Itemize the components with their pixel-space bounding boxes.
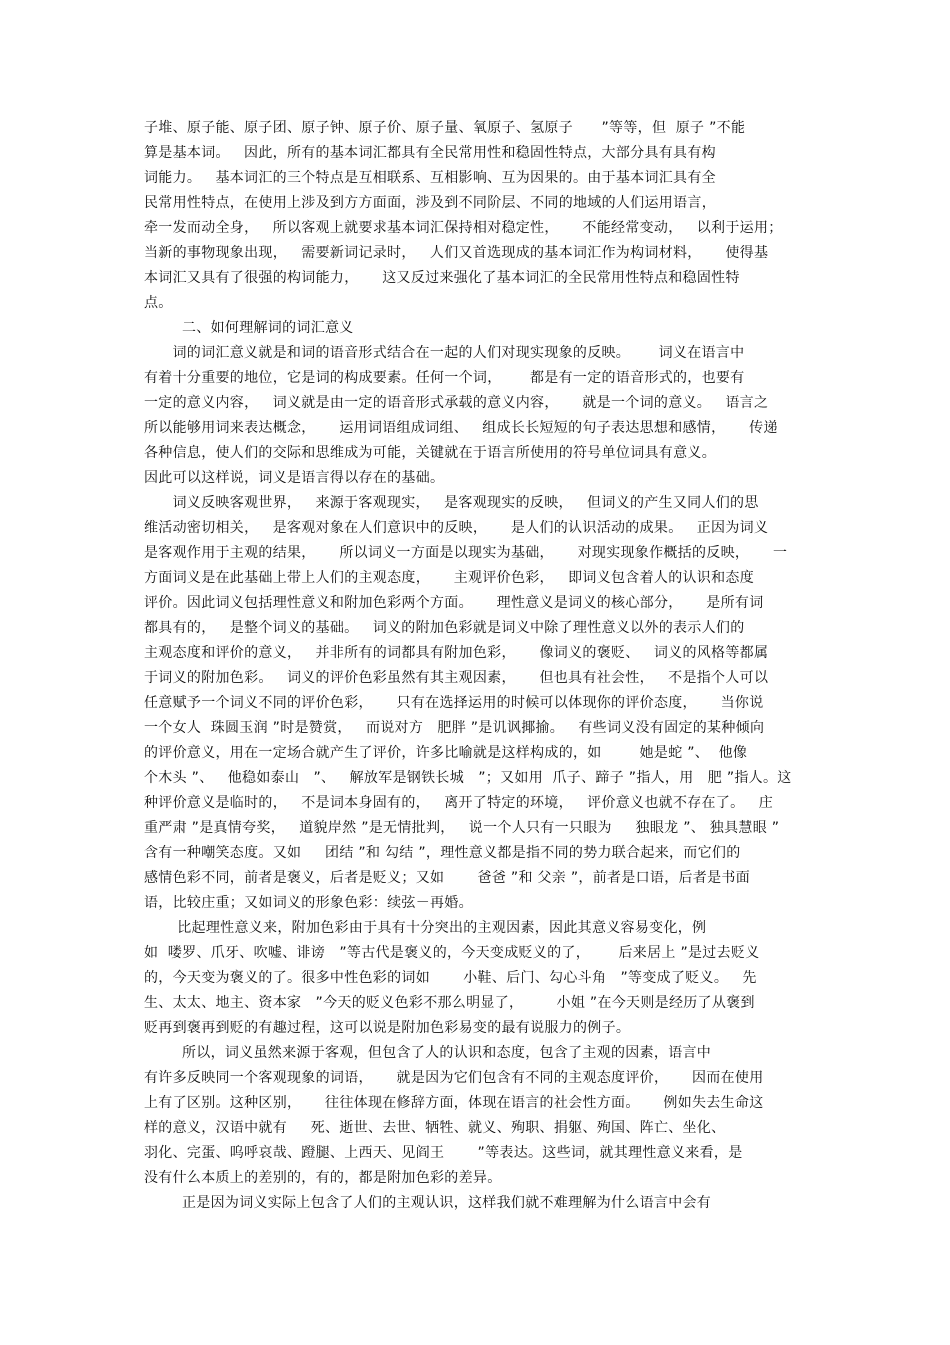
- text-line: 感情色彩不同，前者是褒义，后者是贬义；又如 爸爸 ”和 父亲 ”，前者是口语，后者是书面: [144, 870, 751, 886]
- text-line: 子堆、原子能、原子团、原子钟、原子价、原子量、氧原子、氢原子 ”等等，但 原子 ”不能: [144, 120, 746, 136]
- text-line: 的评价意义，用在一定场合就产生了评价，许多比喻就是这样构成的，如 她是蛇 ”、 他像: [144, 745, 748, 761]
- text-line: 的，今天变为褒义的了。很多中性色彩的词如 小鞋、后门、勾心斗角 ”等变成了贬义。 先: [144, 970, 757, 986]
- text-line: 没有什么本质上的差别的，有的，都是附加色彩的差异。: [144, 1170, 502, 1186]
- text-line: 一定的意义内容， 词义就是由一定的语音形式承载的意义内容， 就是一个词的意义。 语言之: [144, 395, 769, 411]
- text-line: 有着十分重要的地位，它是词的构成要素。任何一个词， 都是有一定的语音形式的，也要有: [144, 370, 745, 386]
- text-line: 语，比较庄重；又如词义的形象色彩：续弦－再婚。: [144, 895, 473, 911]
- text-line: 于词义的附加色彩。 词义的评价色彩虽然有其主观因素， 但也具有社会性， 不是指个人可以: [144, 670, 769, 686]
- text-line: 样的意义，汉语中就有 死、逝世、去世、牺牲、就义、殉职、捐躯、殉国、阵亡、坐化、: [144, 1120, 726, 1136]
- text-line: 方面词义是在此基础上带上人们的主观态度， 主观评价色彩， 即词义包含着人的认识和态度: [144, 570, 754, 586]
- text-line: 生、太太、地主、资本家 ”今天的贬义色彩不那么明显了， 小姐 ”在今天则是经历了从褒到: [144, 995, 755, 1011]
- text-line: 含有一种嘲笑态度。又如 团结 ”和 勾结 ”，理性意义都是指不同的势力联合起来，而它们的: [144, 845, 741, 861]
- text-line: 因此可以这样说，词义是语言得以存在的基础。: [144, 470, 445, 486]
- text-line: 上有了区别。这种区别， 往往体现在修辞方面，体现在语言的社会性方面。 例如失去生命这: [144, 1095, 764, 1111]
- text-line: 一个女人 珠圆玉润 ”时是赞赏， 而说对方 肥胖 ”是讥讽揶揄。 有些词义没有固定的某种倾向: [144, 720, 765, 736]
- text-line: 重严肃 ”是真情夸奖， 道貌岸然 ”是无情批判， 说一个人只有一只眼为 独眼龙 ”、 独具慧眼 ”: [144, 820, 780, 836]
- text-line: 有许多反映同一个客观现象的词语， 就是因为它们包含有不同的主观态度评价， 因而在使用: [144, 1070, 764, 1086]
- text-line: 贬再到褒再到贬的有趣过程，这可以说是附加色彩易变的最有说服力的例子。: [144, 1020, 631, 1036]
- text-line: 种评价意义是临时的， 不是词本身固有的， 离开了特定的环境， 评价意义也就不存在了。 庄: [144, 795, 773, 811]
- text-line: 本词汇又具有了很强的构词能力， 这又反过来强化了基本词汇的全民常用性特点和稳固性特: [144, 270, 740, 286]
- text-line: 算是基本词。 因此，所有的基本词汇都具有全民常用性和稳固性特点，大部分具有具有构: [144, 145, 716, 161]
- text-line: 如 喽罗、爪牙、吹嘘、诽谤 ”等古代是褒义的，今天变成贬义的了， 后来居上 ”是过去贬义: [144, 945, 760, 961]
- text-line: 羽化、完蛋、呜呼哀哉、蹬腿、上西天、见阎王 ”等表达。这些词，就其理性意义来看，是: [144, 1145, 743, 1161]
- text-line: 词义反映客观世界， 来源于客观现实， 是客观现实的反映， 但词义的产生又同人们的思: [144, 495, 759, 511]
- text-line: 都具有的， 是整个词义的基础。 词义的附加色彩就是词义中除了理性意义以外的表示人们的: [144, 620, 745, 636]
- text-line: 维活动密切相关， 是客观对象在人们意识中的反映， 是人们的认识活动的成果。 正因为词义: [144, 520, 769, 536]
- text-line: 点。: [144, 295, 173, 311]
- text-line: 所以，词义虽然来源于客观，但包含了人的认识和态度，包含了主观的因素，语言中: [144, 1045, 712, 1061]
- text-line: 评价。因此词义包括理性意义和附加色彩两个方面。 理性意义是词义的核心部分， 是所有词: [144, 595, 764, 611]
- text-line: 主观态度和评价的意义， 并非所有的词都具有附加色彩， 像词义的褒贬、 词义的风格等都属: [144, 645, 769, 661]
- text-line: 是客观作用于主观的结果， 所以词义一方面是以现实为基础， 对现实现象作概括的反映， 一: [144, 545, 788, 561]
- text-line: 正是因为词义实际上包含了人们的主观认识，这样我们就不难理解为什么语言中会有: [144, 1195, 712, 1211]
- text-line: 词能力。 基本词汇的三个特点是互相联系、互相影响、互为因果的。由于基本词汇具有全: [144, 170, 716, 186]
- text-line: 个木头 ”、 他稳如泰山 ”、 解放军是钢铁长城 ”；又如用 爪子、蹄子 ”指人，用 肥 ”指人。这: [144, 770, 792, 786]
- text-line: 所以能够用词来表达概念， 运用词语组成词组、 组成长长短短的句子表达思想和感情， 传递: [144, 420, 778, 436]
- text-line: 牵一发而动全身， 所以客观上就要求基本词汇保持相对稳定性， 不能经常变动， 以利于运用；: [144, 220, 783, 236]
- text-line: 当新的事物现象出现， 需要新词记录时， 人们又首选现成的基本词汇作为构词材料， 使得基: [144, 245, 769, 261]
- text-line: 比起理性意义来，附加色彩由于具有十分突出的主观因素，因此其意义容易变化，例: [144, 920, 707, 936]
- text-line: 各种信息，使人们的交际和思维成为可能，关键就在于语言所使用的符号单位词具有意义。: [144, 445, 716, 461]
- text-line: 词的词汇意义就是和词的语音形式结合在一起的人们对现实现象的反映。 词义在语言中: [144, 345, 745, 361]
- text-line: 任意赋予一个词义不同的评价色彩， 只有在选择运用的时候可以体现你的评价态度， 当你说: [144, 695, 764, 711]
- section-heading: 二、如何理解词的词汇意义: [144, 320, 354, 336]
- text-line: 民常用性特点，在使用上涉及到方方面面，涉及到不同阶层、不同的地域的人们运用语言，: [144, 195, 716, 211]
